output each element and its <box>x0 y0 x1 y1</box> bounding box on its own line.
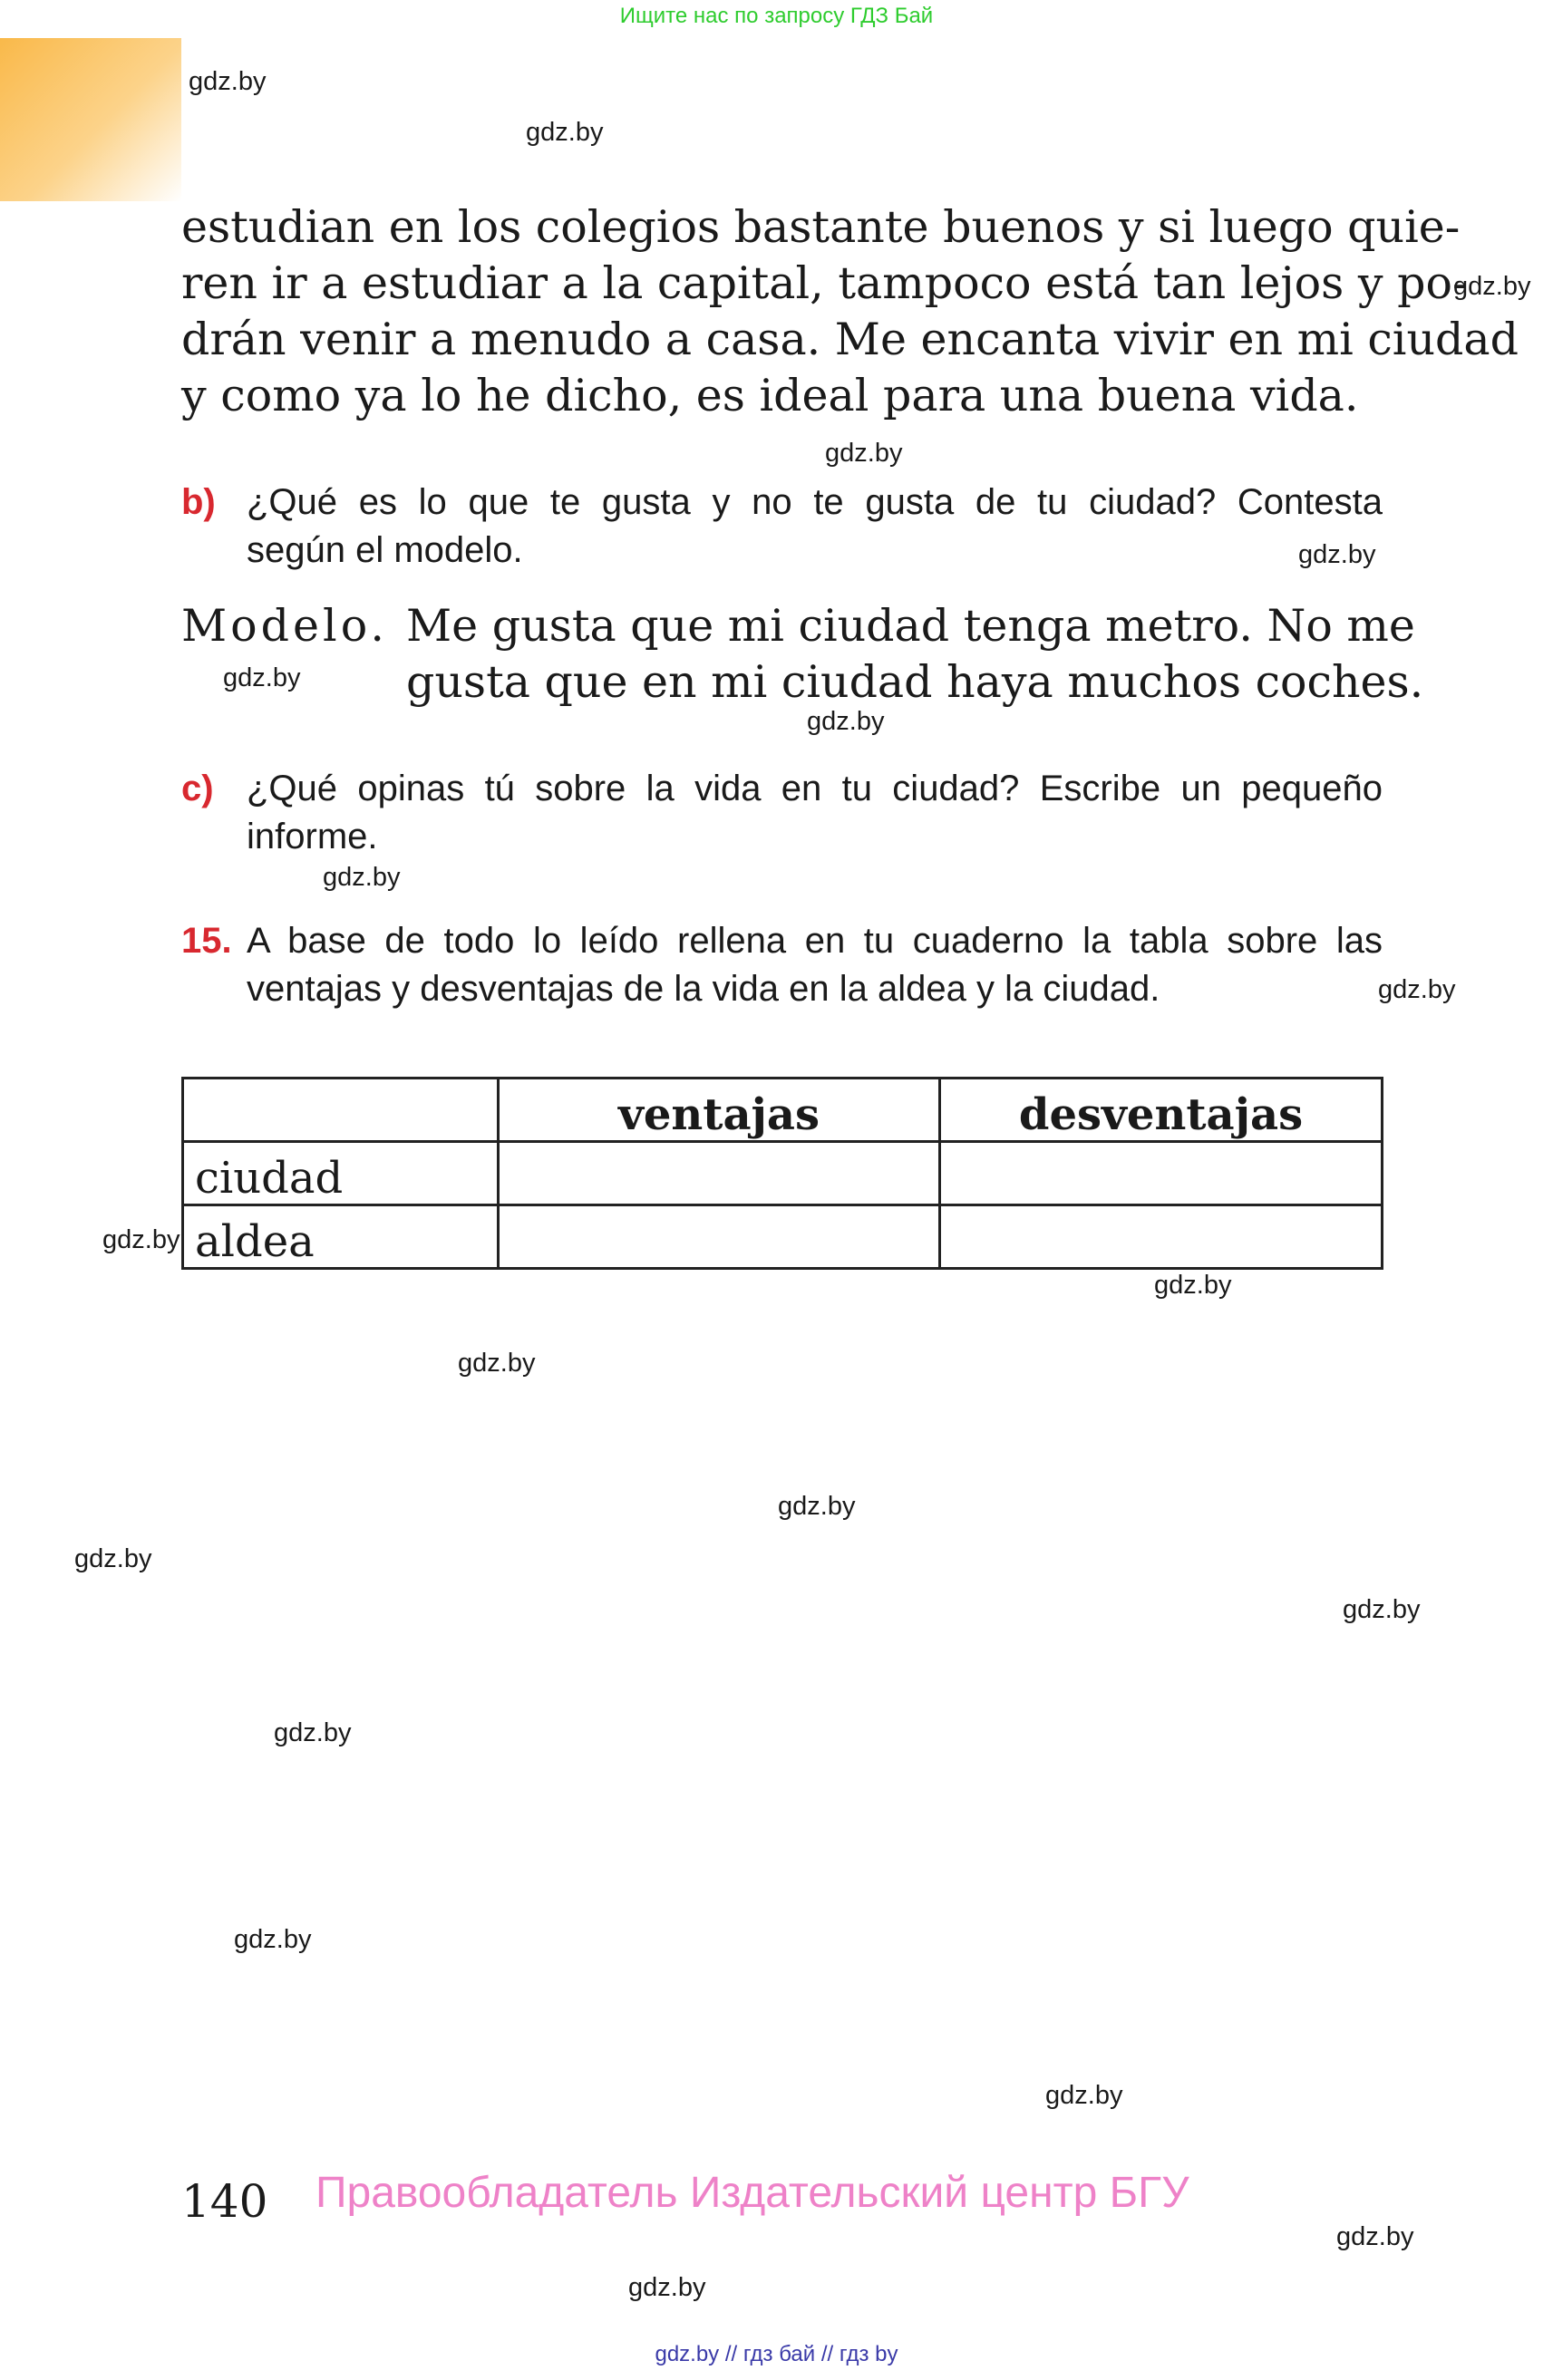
watermark: gdz.by <box>323 863 401 892</box>
watermark: gdz.by <box>274 1718 352 1747</box>
copyright-notice: Правообладатель Издательский центр БГУ <box>315 2169 1189 2217</box>
task-c-letter: c) <box>181 769 214 808</box>
task-b-line: ¿Qué es lo que te gusta y no te gusta de tu ciudad? Contesta <box>247 482 1383 522</box>
task-b-letter: b) <box>181 482 216 522</box>
watermark: gdz.by <box>458 1349 536 1378</box>
modelo-line: gusta que en mi ciudad haya muchos coches. <box>406 656 1424 708</box>
watermark: gdz.by <box>1298 540 1376 569</box>
watermark: gdz.by <box>1378 975 1456 1004</box>
paragraph-line: drán venir a menudo a casa. Me encanta vivir en mi ciudad <box>181 314 1519 365</box>
modelo-label: Modelo. <box>181 600 388 652</box>
watermark: gdz.by <box>628 2273 706 2302</box>
paragraph-line: ren ir a estudiar a la capital, tampoco está tan lejos y po- <box>181 257 1468 309</box>
watermark: gdz.by <box>102 1225 180 1254</box>
modelo-line: Me gusta que mi ciudad tenga metro. No me <box>406 600 1415 652</box>
table-cell <box>940 1205 1383 1269</box>
watermark: gdz.by <box>825 439 903 468</box>
task-c <box>181 765 1383 865</box>
task-b-line: según el modelo. <box>247 530 523 570</box>
task-c-line: informe. <box>247 817 378 856</box>
task-c-line: ¿Qué opinas tú sobre la vida en tu ciudad? Escribe un pequeño <box>247 769 1383 808</box>
top-banner[interactable]: Ищите нас по запросу ГДЗ Бай <box>619 4 934 28</box>
table-header-cell: ventajas <box>499 1079 940 1142</box>
table-header-cell <box>183 1079 499 1142</box>
bottom-links[interactable]: gdz.by // гдз бай // гдз by <box>655 2342 898 2366</box>
advantages-table <box>181 1077 1383 1270</box>
watermark: gdz.by <box>1343 1595 1421 1624</box>
table-header-cell: desventajas <box>940 1079 1383 1142</box>
corner-decoration <box>0 38 181 201</box>
watermark: gdz.by <box>74 1544 152 1573</box>
table-row <box>183 1142 1383 1205</box>
watermark: gdz.by <box>189 67 267 96</box>
table-cell: aldea <box>183 1205 499 1269</box>
task-15 <box>181 917 1383 1017</box>
watermark: gdz.by <box>526 118 604 147</box>
watermark: gdz.by <box>807 707 885 736</box>
watermark: gdz.by <box>223 663 301 692</box>
table-cell: ciudad <box>183 1142 499 1205</box>
task-15-line: A base de todo lo leído rellena en tu cuaderno la tabla sobre las <box>247 921 1383 961</box>
paragraph-line: estudian en los colegios bastante buenos y si luego quie- <box>181 201 1461 253</box>
table-cell <box>499 1142 940 1205</box>
page-number: 140 <box>181 2175 268 2228</box>
watermark: gdz.by <box>1154 1271 1232 1300</box>
table-row <box>183 1205 1383 1269</box>
task-b <box>181 479 1383 578</box>
table-cell <box>940 1142 1383 1205</box>
table-cell <box>499 1205 940 1269</box>
watermark: gdz.by <box>1453 272 1531 301</box>
watermark: gdz.by <box>1045 2081 1123 2110</box>
paragraph-line: y como ya lo he dicho, es ideal para una buena vida. <box>181 370 1359 421</box>
watermark: gdz.by <box>1336 2222 1414 2251</box>
watermark: gdz.by <box>234 1925 312 1954</box>
task-15-number: 15. <box>181 921 232 961</box>
watermark: gdz.by <box>778 1492 856 1521</box>
modelo-block <box>181 598 1424 716</box>
table-header-row <box>183 1079 1383 1142</box>
task-15-line: ventajas y desventajas de la vida en la aldea y la ciudad. <box>247 969 1160 1009</box>
